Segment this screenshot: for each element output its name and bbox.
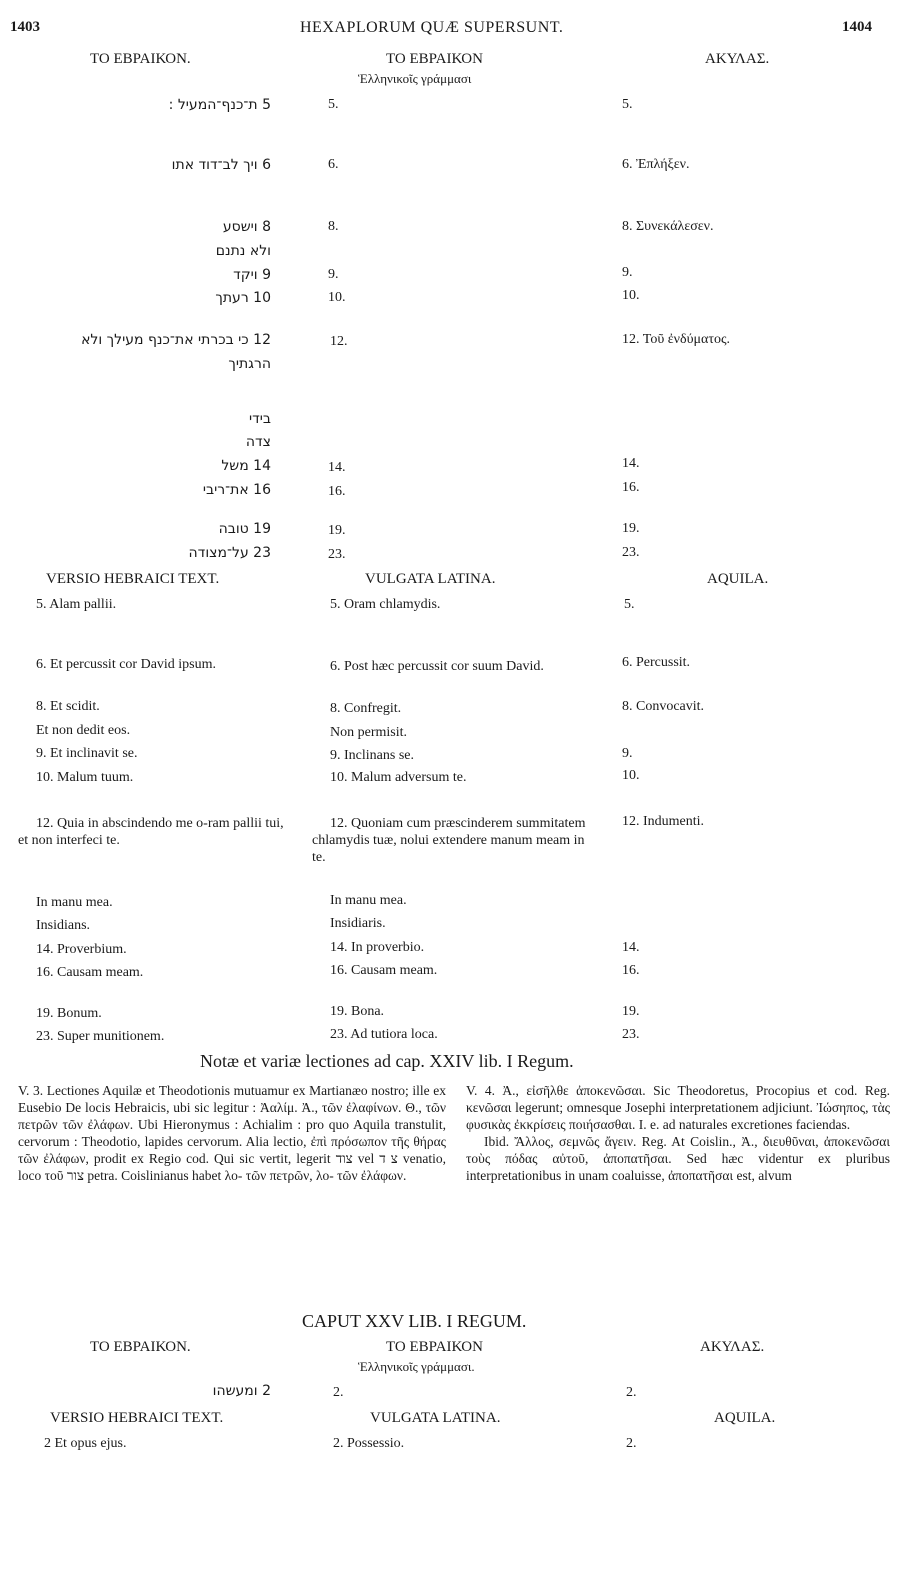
col-header-aquila: AQUILA. [707, 571, 769, 587]
akylas-cell: 8. Συνεκάλεσεν. [622, 219, 714, 234]
translit-cell: 10. [328, 290, 346, 305]
heb-cell: 23 על־מצודה [188, 545, 271, 561]
notes-right-paragraph: Ibid. Ἄλλος, σεμνῶς ἄγειν. Reg. At Coislin., Ἀ., διευθῦναι, ἀποκενῶσαι τοὺς πόδας αὐτοῦ, ἀποπατῆσαι. Sed hæc videntur ex pluribus interpretationibus in unam coaluisse, ἀποπατῆσαι est, alvum [466, 1134, 890, 1183]
versio-cell: 6. Et percussit cor David ipsum. [36, 657, 217, 672]
translit-cell: 12. [330, 334, 348, 349]
versio-cell: 8. Et scidit. [36, 699, 100, 714]
akylas-cell: 2. [626, 1385, 637, 1400]
translit-cell: 16. [328, 484, 346, 499]
col-header-hebraikon: ΤΟ ΕΒΡΑΙΚΟΝ. [90, 1339, 191, 1355]
vulgata-cell: 10. Malum adversum te. [330, 770, 467, 785]
col-header-aquila: AQUILA. [714, 1410, 776, 1426]
aquila-cell: 23. [622, 1027, 640, 1042]
aquila-cell: 14. [622, 940, 640, 955]
translit-cell: 9. [328, 267, 339, 282]
translit-cell: 14. [328, 460, 346, 475]
heb-cell: 10 רעתך [215, 290, 271, 306]
col-header-vulgata: VULGATA LATINA. [370, 1410, 501, 1426]
versio-cell: 10. Malum tuum. [36, 770, 134, 785]
heb-cell: צדה [245, 434, 271, 450]
aquila-cell: 16. [622, 963, 640, 978]
heb-cell: 8 וישסע [222, 219, 271, 235]
heb-cell: 14 משל [221, 458, 271, 474]
vulgata-cell: Insidiaris. [330, 916, 386, 931]
vulgata-cell: 16. Causam meam. [330, 963, 438, 978]
aquila-cell: 12. Indumenti. [622, 814, 705, 829]
versio-cell: 5. Alam pallii. [36, 597, 117, 612]
heb-cell: 2 ומעשהו [212, 1383, 271, 1399]
heb-cell: 6 ויך לב־דוד אתו [171, 157, 271, 173]
heb-cell: ולא נתנם [215, 243, 271, 259]
heb-cell: 12 כי בכרתי את־כנף מעילך ולא [81, 332, 271, 348]
heb-cell: 5 ת־כנף־המעיל : [168, 97, 271, 113]
vulgata-cell: 23. Ad tutiora loca. [330, 1027, 438, 1042]
notes-title: Notæ et variæ lectiones ad cap. XXIV lib. I Regum. [200, 1051, 574, 1071]
translit-cell: 5. [328, 97, 339, 112]
heb-cell: 19 טובה [218, 521, 271, 537]
versio-cell: 12. Quia in abscindendo me o-ram pallii tui, et non interfeci te. [18, 816, 284, 848]
versio-cell: 9. Et inclinavit se. [36, 746, 138, 761]
versio-cell: 2 Et opus ejus. [44, 1436, 127, 1451]
vulgata-cell: 9. Inclinans se. [330, 748, 414, 763]
col-subheader-greek-letters: Ἑλληνικοῖς γράμμασι [358, 71, 472, 86]
aquila-cell: 10. [622, 768, 640, 783]
col-header-akylas: ΑΚΥΛΑΣ. [705, 51, 770, 67]
versio-cell: 14. Proverbium. [36, 942, 127, 957]
page-number-right: 1404 [842, 19, 872, 35]
vulgata-cell: 2. Possessio. [333, 1436, 405, 1451]
versio-cell: 16. Causam meam. [36, 965, 144, 980]
versio-cell: 19. Bonum. [36, 1006, 102, 1021]
akylas-cell: 12. Τοῦ ἐνδύματος. [622, 332, 731, 347]
heb-cell: 16 את־ריבי [202, 482, 271, 498]
vulgata-cell: 5. Oram chlamydis. [330, 597, 441, 612]
akylas-cell: 19. [622, 521, 640, 536]
akylas-cell: 9. [622, 265, 633, 280]
translit-cell: 23. [328, 547, 346, 562]
versio-cell: 23. Super munitionem. [36, 1029, 165, 1044]
vulgata-cell: Non permisit. [330, 725, 407, 740]
akylas-cell: 23. [622, 545, 640, 560]
chapter-title: CAPUT XXV LIB. I REGUM. [302, 1311, 527, 1331]
col-header-hebraikon-greek: ΤΟ ΕΒΡΑΙΚΟΝ [386, 1339, 483, 1355]
notes-right-paragraph: V. 4. Ἀ., εἰσῆλθε ἀποκενῶσαι. Sic Theodoretus, Procopius et cod. Reg. κενῶσαι legerunt; omnesque Josephi interpretationem adjiciunt. Ἰώσηπος, τὰς φυσικὰς ἐκκρίσεις ποιήσασθαι. I. e. ad naturales excretiones faciendas. [466, 1083, 890, 1132]
versio-cell: In manu mea. [36, 895, 113, 910]
running-title: HEXAPLORUM QUÆ SUPERSUNT. [300, 19, 564, 36]
akylas-cell: 10. [622, 288, 640, 303]
col-header-akylas: ΑΚΥΛΑΣ. [700, 1339, 765, 1355]
aquila-cell: 2. [626, 1436, 637, 1451]
akylas-cell: 5. [622, 97, 633, 112]
akylas-cell: 14. [622, 456, 640, 471]
col-header-hebraikon-greek: ΤΟ ΕΒΡΑΙΚΟΝ [386, 51, 483, 67]
notes-left-column: V. 3. Lectiones Aquilæ et Theodotionis mutuamur ex Martianæo nostro; ille ex Eusebio De locis Hebraicis, ubi sic legitur : Ἀαλίμ. Ἀ., τῶν ἐλαφίνων. Θ., τῶν πετρῶν τῶν ἐλάφων. Ubi Hieronymus : Achialim : pro quo Aquila transtulit, cervorum : Theodotio, lapides cervorum. Alia lectio, ἐπὶ πρόσωπον τῆς θήρας τῶν ἐλάφων, prodit ex Regio cod. Qui sic vertit, legerit צוד vel צ ד venatio, loco τοῦ צור petra. Coislinianus habet λο- τῶν πετρῶν, λο- τῶν ἐλάφων. [18, 1083, 446, 1183]
heb-cell: 9 ויקד [233, 267, 271, 283]
col-header-vulgata: VULGATA LATINA. [365, 571, 496, 587]
col-header-hebraikon: ΤΟ ΕΒΡΑΙΚΟΝ. [90, 51, 191, 67]
aquila-cell: 19. [622, 1004, 640, 1019]
heb-cell: הרגתיך [228, 356, 271, 372]
vulgata-cell: 12. Quoniam cum præscinderem summitatem chlamydis tuæ, nolui extendere manum meam in te. [312, 816, 586, 865]
col-subheader-greek-letters: Ἑλληνικοῖς γράμμασι. [358, 1359, 475, 1374]
akylas-cell: 16. [622, 480, 640, 495]
versio-cell: Et non dedit eos. [36, 723, 131, 738]
col-header-versio: VERSIO HEBRAICI TEXT. [46, 571, 220, 587]
akylas-cell: 6. Ἐπλήξεν. [622, 157, 690, 172]
col-header-versio: VERSIO HEBRAICI TEXT. [50, 1410, 224, 1426]
translit-cell: 6. [328, 157, 339, 172]
vulgata-cell: 6. Post hæc percussit cor suum David. [330, 659, 544, 674]
translit-cell: 8. [328, 219, 339, 234]
vulgata-cell: 14. In proverbio. [330, 940, 425, 955]
page-number-left: 1403 [10, 19, 40, 35]
aquila-cell: 5. [624, 597, 635, 612]
aquila-cell: 9. [622, 746, 633, 761]
notes-right-column [466, 1082, 890, 1184]
heb-cell: בידי [249, 411, 271, 427]
aquila-cell: 8. Convocavit. [622, 699, 705, 714]
translit-cell: 2. [333, 1385, 344, 1400]
translit-cell: 19. [328, 523, 346, 538]
vulgata-cell: 19. Bona. [330, 1004, 385, 1019]
vulgata-cell: In manu mea. [330, 893, 407, 908]
aquila-cell: 6. Percussit. [622, 655, 691, 670]
vulgata-cell: 8. Confregit. [330, 701, 402, 716]
versio-cell: Insidians. [36, 918, 91, 933]
